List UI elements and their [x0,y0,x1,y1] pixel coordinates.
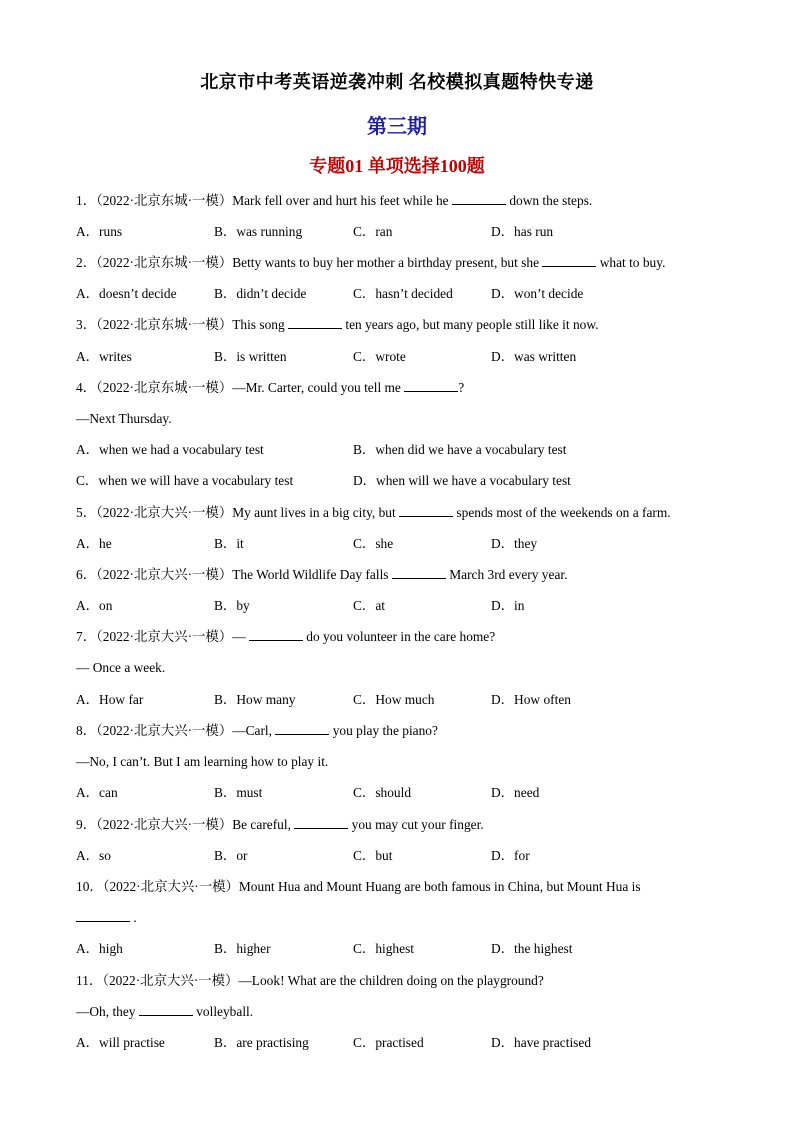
option-b: B．is written [214,349,287,364]
answer-blank [404,379,458,392]
option-a: A．high [76,941,123,956]
question-stem [76,722,438,740]
stem-text: 1．（2022·北京东城·一模）Mark fell over and hurt his feet while he [76,193,452,208]
question-stem [76,504,671,522]
option-c: C．when we will have a vocabulary test [76,473,294,488]
option-a: A．so [76,848,111,863]
question-stem: 11．（2022·北京大兴·一模）—Look! What are the children doing on the playground? [76,973,544,988]
stem-text: do you volunteer in the care home? [302,629,496,644]
option-b: B．must [214,785,263,800]
stem-text: . [130,910,137,925]
option-b: B．by [214,598,250,613]
question-stem [76,816,484,834]
question-stem [76,316,599,334]
option-a: A．writes [76,349,132,364]
stem-text: —Oh, they [76,1004,139,1019]
stem-text: ten years ago, but many people still like it now. [342,317,599,332]
option-a: A．runs [76,224,123,239]
stem-text: you play the piano? [329,723,438,738]
option-a: A．will practise [76,1035,165,1050]
option-c: C．highest [353,941,415,956]
option-d: D．was written [491,349,577,364]
topic-title: 专题01 单项选择100题 [309,156,485,176]
question-stem-cont [76,909,137,927]
option-b: B．was running [214,224,303,239]
option-a: A．when we had a vocabulary test [76,442,264,457]
dialogue-reply [76,1003,253,1021]
option-d: D．they [491,536,538,551]
option-b: B．How many [214,692,296,707]
option-b: B．didn’t decide [214,286,307,301]
option-d: D．for [491,848,530,863]
option-d: D．in [491,598,525,613]
stem-text: what to buy. [596,255,666,270]
stem-text: March 3rd every year. [445,567,568,582]
main-title: 北京市中考英语逆袭冲刺 名校模拟真题特快专递 [200,72,594,92]
option-c: C．How much [353,692,435,707]
option-c: C．practised [353,1035,424,1050]
answer-blank [452,192,506,205]
option-d: D．has run [491,224,554,239]
stem-text: 2．（2022·北京东城·一模）Betty wants to buy her mother a birthday present, but she [76,255,543,270]
stem-text: 6．（2022·北京大兴·一模）The World Wildlife Day falls [76,567,392,582]
option-d: D．need [491,785,540,800]
answer-blank [399,504,453,517]
option-d: D．have practised [491,1035,592,1050]
answer-blank [392,566,446,579]
stem-text: ? [458,380,465,395]
question-stem [76,566,567,584]
dialogue-reply: — Once a week. [76,660,166,675]
question-stem: 10．（2022·北京大兴·一模）Mount Hua and Mount Huang are both famous in China, but Mount Hua is [76,879,641,894]
answer-blank [275,722,329,735]
stem-text: 5．（2022·北京大兴·一模）My aunt lives in a big city, but [76,505,400,520]
answer-blank [542,254,596,267]
option-b: B．it [214,536,244,551]
stem-text: 8．（2022·北京大兴·一模）—Carl, [76,723,276,738]
option-d: D．the highest [491,941,573,956]
stem-text: spends most of the weekends on a farm. [453,505,671,520]
option-c: C．hasn’t decided [353,286,453,301]
stem-text: volleyball. [192,1004,254,1019]
dialogue-reply: —Next Thursday. [76,411,172,426]
option-b: B．are practising [214,1035,309,1050]
dialogue-reply: —No, I can’t. But I am learning how to play it. [76,754,329,769]
option-d: D．when will we have a vocabulary test [353,473,571,488]
option-a: A．How far [76,692,144,707]
option-a: A．he [76,536,112,551]
stem-text: 9．（2022·北京大兴·一模）Be careful, [76,817,295,832]
stem-text: you may cut your finger. [348,817,484,832]
issue-title: 第三期 [367,116,427,138]
question-stem [76,379,464,397]
stem-text: 3．（2022·北京东城·一模）This song [76,317,289,332]
answer-blank [76,909,130,922]
answer-blank [294,816,348,829]
option-a: A．can [76,785,118,800]
option-c: C．she [353,536,394,551]
question-stem [76,192,592,210]
stem-text: 4．（2022·北京东城·一模）—Mr. Carter, could you tell me [76,380,405,395]
option-c: C．wrote [353,349,406,364]
question-stem [76,254,665,272]
option-d: D．How often [491,692,571,707]
stem-text: down the steps. [505,193,593,208]
option-c: C．but [353,848,393,863]
option-b: B．when did we have a vocabulary test [353,442,567,457]
question-stem [76,628,495,646]
option-b: B．higher [214,941,271,956]
answer-blank [139,1003,193,1016]
answer-blank [249,628,303,641]
answer-blank [288,316,342,329]
option-a: A．doesn’t decide [76,286,177,301]
option-c: C．ran [353,224,393,239]
stem-text: 7．（2022·北京大兴·一模）— [76,629,249,644]
option-c: C．at [353,598,385,613]
option-a: A．on [76,598,113,613]
option-c: C．should [353,785,412,800]
option-d: D．won’t decide [491,286,584,301]
option-b: B．or [214,848,248,863]
